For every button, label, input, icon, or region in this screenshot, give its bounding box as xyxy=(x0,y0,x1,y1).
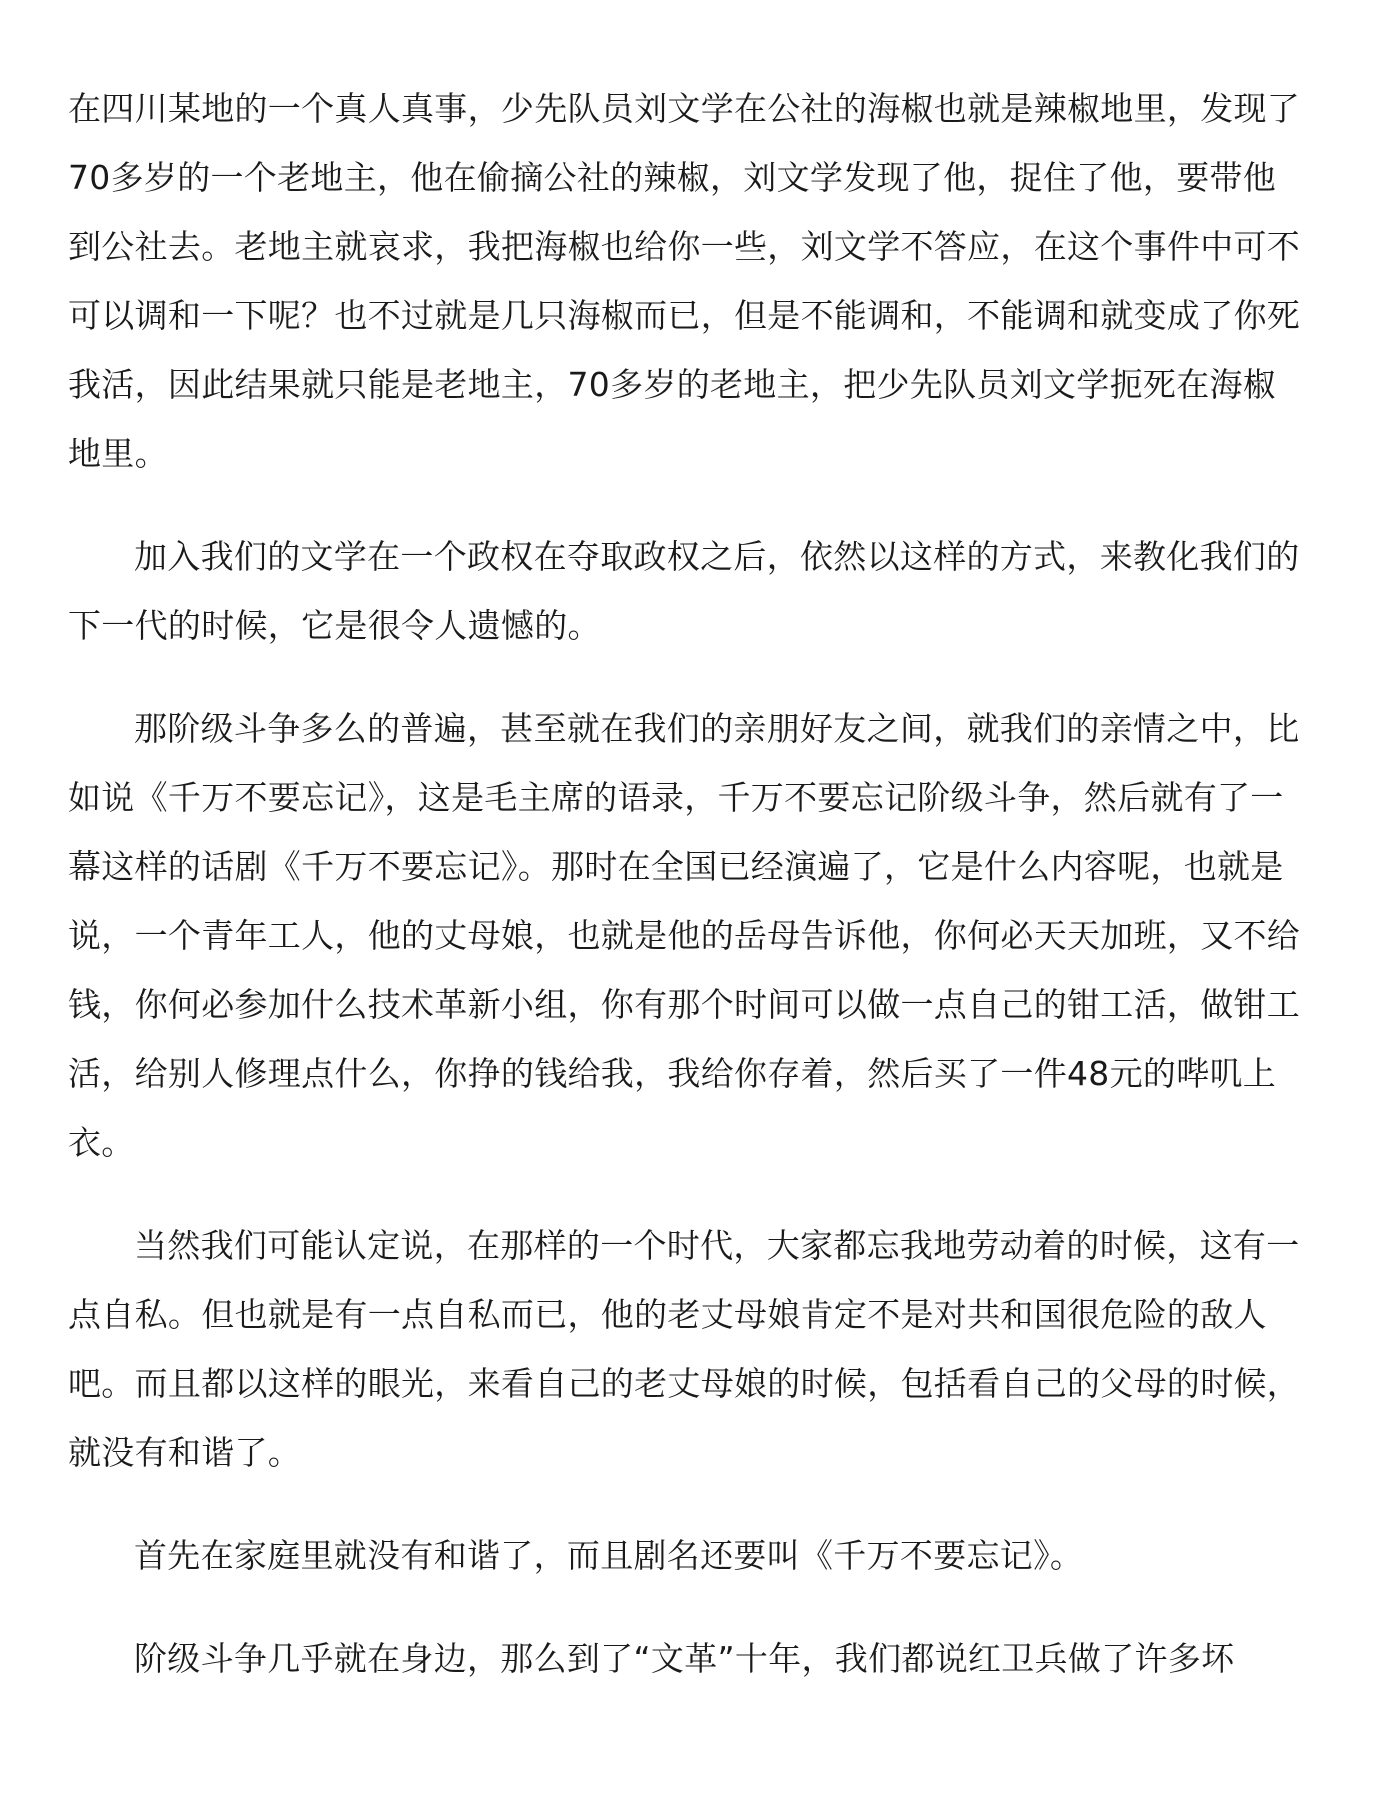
paragraph-1: 在四川某地的一个真人真事，少先队员刘文学在公社的海椒也就是辣椒地里，发现了70多岁的一个老地主，他在偷摘公社的辣椒，刘文学发现了他，捉住了他，要带他到公社去。老地主就哀求，我把海椒也给你一些，刘文学不答应，在这个事件中可不可以调和一下呢？也不过就是几只海椒而已，但是不能调和，不能调和就变成了你死我活，因此结果就只能是老地主，70多岁的老地主，把少先队员刘文学扼死在海椒地里。 xyxy=(68,89,1301,473)
paragraph-5: 首先在家庭里就没有和谐了，而且剧名还要叫《千万不要忘记》。 xyxy=(134,1536,1084,1575)
paragraph-6: 阶级斗争几乎就在身边，那么到了“文革”十年，我们都说红卫兵做了许多坏 xyxy=(134,1639,1235,1678)
paragraph-4: 当然我们可能认定说，在那样的一个时代，大家都忘我地劳动着的时候，这有一点自私。但也就是有一点自私而已，他的老丈母娘肯定不是对共和国很危险的敌人吧。而且都以这样的眼光，来看自己的老丈母娘的时候，包括看自己的父母的时候，就没有和谐了。 xyxy=(68,1226,1301,1472)
document-body xyxy=(68,74,1308,1727)
paragraph-3: 那阶级斗争多么的普遍，甚至就在我们的亲朋好友之间，就我们的亲情之中，比如说《千万不要忘记》，这是毛主席的语录，千万不要忘记阶级斗争，然后就有了一幕这样的话剧《千万不要忘记》。那时在全国已经演遍了，它是什么内容呢，也就是说，一个青年工人，他的丈母娘，也就是他的岳母告诉他，你何必天天加班，又不给钱，你何必参加什么技术革新小组，你有那个时间可以做一点自己的钳工活，做钳工活，给别人修理点什么，你挣的钱给我，我给你存着，然后买了一件48元的哔叽上衣。 xyxy=(68,709,1301,1162)
paragraph-2: 加入我们的文学在一个政权在夺取政权之后，依然以这样的方式，来教化我们的下一代的时候，它是很令人遗憾的。 xyxy=(68,537,1300,645)
